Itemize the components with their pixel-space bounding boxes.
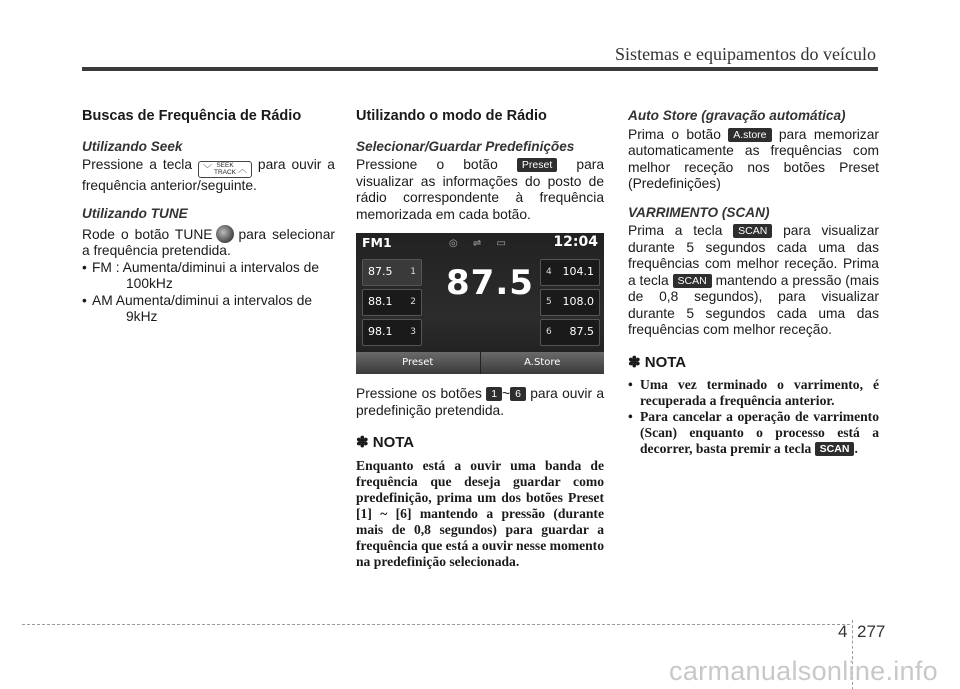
- preset-6-button-icon: 6: [510, 387, 526, 401]
- note-title: ✽ NOTA: [628, 353, 687, 371]
- section-heading: Utilizando o modo de Rádio: [356, 108, 547, 124]
- preset-button-icon: Preset: [517, 158, 557, 172]
- scan-paragraph: Prima a tecla SCAN para visualizar durante 5 segundos cada uma das frequências com melhor receção. Prima a tecla SCAN mantendo a pressão (mais de 0,8 segundos), para visualizar durante 5 segundos cada uma das frequências com melhor receção.: [628, 223, 879, 337]
- screen-preset: 5 108.0: [540, 289, 600, 316]
- scan-button-icon: SCAN: [815, 442, 855, 456]
- page-header-title: Sistemas e equipamentos do veículo: [615, 44, 876, 64]
- scan-button-icon: SCAN: [673, 274, 712, 288]
- watermark: carmanualsonline.info: [669, 656, 938, 686]
- section-heading: Buscas de Frequência de Rádio: [82, 108, 302, 124]
- screen-softkeys: [356, 352, 604, 374]
- screen-presets-left: [362, 259, 422, 349]
- subheading-tune: Utilizando TUNE: [82, 206, 188, 222]
- screen-status-bar: [356, 233, 604, 253]
- note-body: Enquanto está a ouvir uma banda de frequência que deseja guardar como predefinição, prima um dos botões Preset [1] ~ [6] mantendo a pressão (durante mais de 0,8 segundos) para guardar a frequência que está a ouvir nesse momento na predefinição selecionada.: [356, 457, 604, 569]
- subheading-presets: Selecionar/Guardar Predefinições: [356, 138, 575, 154]
- seek-track-button-icon: ﹀ SEEK TRACK ︿: [198, 161, 252, 178]
- screen-preset: 88.1 2: [362, 289, 422, 316]
- list-item-am: • AM Aumenta/diminui a intervalos de 9kHz: [82, 293, 335, 326]
- chapter-number: 4: [838, 622, 848, 641]
- screen-preset-softkey: Preset: [356, 352, 481, 374]
- page-number: 277: [857, 622, 886, 641]
- screen-status-icons: ◎ ⇌ ▭: [449, 238, 512, 249]
- screen-preset: 6 87.5: [540, 319, 600, 346]
- seek-paragraph: Pressione a tecla ﹀ SEEK TRACK ︿ para ouvir a frequência anterior/seguinte.: [82, 157, 335, 193]
- screen-preset: 4 104.1: [540, 259, 600, 286]
- subheading-scan: VARRIMENTO (SCAN): [628, 204, 770, 220]
- screen-preset: 98.1 3: [362, 319, 422, 346]
- chevron-down-icon: ﹀: [202, 164, 212, 174]
- screen-main-frequency: 87.5: [446, 263, 534, 303]
- tune-knob-icon: [216, 225, 234, 243]
- scan-button-icon: SCAN: [733, 224, 772, 238]
- astore-button-icon: A.store: [728, 128, 771, 142]
- screen-presets-right: [540, 259, 600, 349]
- screen-clock: 12:04: [553, 234, 598, 250]
- column-autostore-scan: [628, 108, 879, 457]
- subheading-seek: Utilizando Seek: [82, 138, 183, 154]
- note-item: • Para cancelar a operação de varrimento (Scan) enquanto o processo está a decorrer, basta premir a tecla SCAN .: [628, 409, 879, 457]
- subheading-autostore: Auto Store (gravação automática): [628, 108, 846, 123]
- autostore-paragraph: Prima o botão A.store para memorizar automaticamente as frequências com melhor receção nos botões Preset (Predefinições): [628, 126, 879, 191]
- preset-select-paragraph: Pressione os botões 1 ~ 6 para ouvir a predefinição pretendida.: [356, 386, 604, 418]
- interval-list: [82, 260, 335, 326]
- header-rule: [82, 67, 878, 71]
- column-radio-mode: [356, 108, 604, 570]
- note-item: • Uma vez terminado o varrimento, é recuperada a frequência anterior.: [628, 377, 879, 409]
- footer-rule: [22, 624, 850, 625]
- screen-astore-softkey: A.Store: [524, 357, 561, 368]
- preset-1-button-icon: 1: [486, 387, 502, 401]
- tune-paragraph: Rode o botão TUNE para selecionar a frequência pretendida.: [82, 226, 335, 259]
- list-item-fm: • FM : Aumenta/diminui a intervalos de 100kHz: [82, 260, 335, 293]
- screen-preset: 87.5 1: [362, 259, 422, 286]
- preset-paragraph: Pressione o botão Preset para visualizar as informações do posto de rádio correspondente à frequência memorizada em cada botão.: [356, 157, 605, 222]
- note-title: ✽ NOTA: [356, 434, 415, 451]
- column-radio-search: [82, 108, 335, 326]
- radio-screen-image: [356, 233, 604, 374]
- chevron-up-icon: ︿: [237, 164, 247, 174]
- screen-band: FM1: [362, 235, 392, 250]
- note-list: [628, 377, 879, 457]
